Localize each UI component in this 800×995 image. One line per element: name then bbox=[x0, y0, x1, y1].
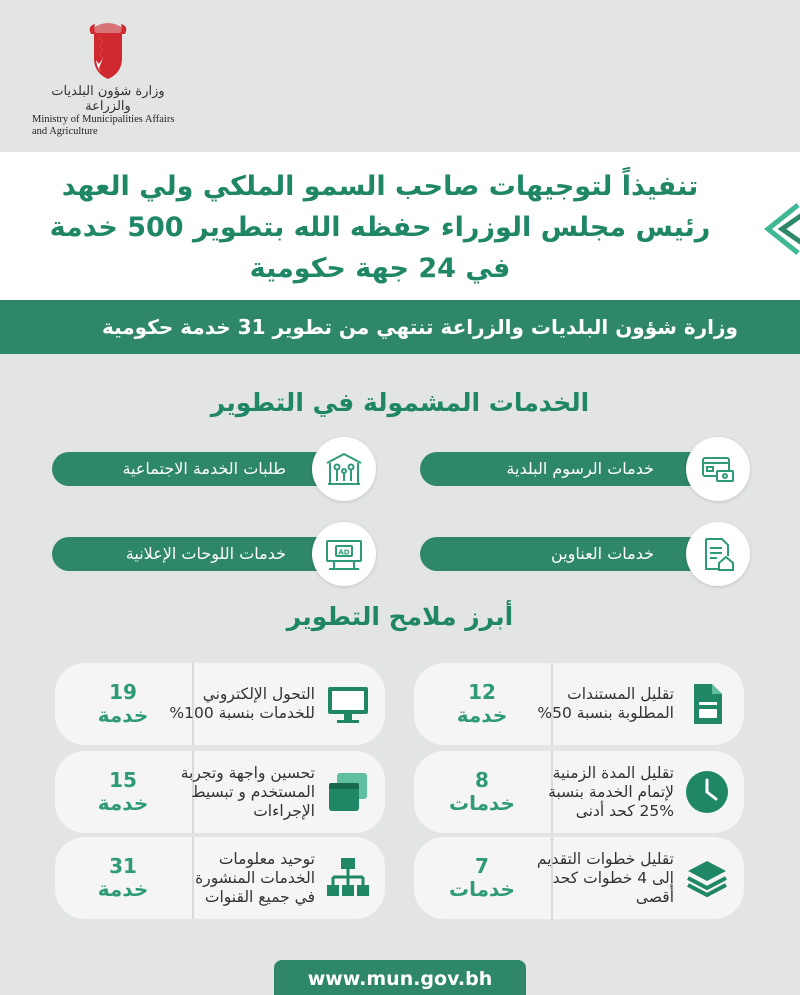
feature-text: تقليل المستندات bbox=[567, 685, 674, 703]
headline-line-2: رئيس مجلس الوزراء حفظه الله بتطوير 500 خدمة bbox=[49, 212, 711, 243]
feature-unit: خدمة bbox=[97, 877, 149, 901]
feature-text: المطلوبة بنسبة 50% bbox=[537, 704, 674, 722]
ministry-logo bbox=[28, 20, 188, 138]
feature-text: تحسين واجهة وتجربة bbox=[180, 763, 315, 782]
svg-text:AD: AD bbox=[338, 548, 350, 557]
chevron-decoration-icon bbox=[744, 199, 800, 259]
service-pill-addresses bbox=[420, 537, 714, 571]
service-pill-social-requests bbox=[52, 452, 346, 486]
headline-line-1: تنفيذاً لتوجيهات صاحب السمو الملكي ولي العهد bbox=[61, 171, 699, 202]
network-icon bbox=[325, 855, 371, 901]
headline-line-3: في 24 جهة حكومية bbox=[249, 253, 511, 284]
services-title: الخدمات المشمولة في التطوير bbox=[210, 388, 590, 417]
feature-card-steps bbox=[414, 837, 744, 919]
feature-unit: خدمات bbox=[449, 877, 515, 901]
feature-text: التحول الإلكتروني bbox=[202, 685, 315, 703]
feature-count: 31 bbox=[109, 854, 137, 878]
monitor-icon bbox=[325, 681, 371, 727]
feature-card-documents bbox=[414, 663, 744, 745]
sub-banner: وزارة شؤون البلديات والزراعة تنتهي من تطوير 31 خدمة حكومية bbox=[0, 300, 800, 354]
feature-text: تقليل خطوات التقديم bbox=[536, 849, 674, 868]
service-pill-municipal-fees bbox=[420, 452, 714, 486]
feature-count: 19 bbox=[109, 680, 137, 704]
bahrain-crest-icon bbox=[83, 20, 133, 82]
feature-card-digital bbox=[55, 663, 385, 745]
feature-card-ux bbox=[55, 751, 385, 833]
feature-text: في جميع القنوات bbox=[204, 887, 315, 906]
clock-icon bbox=[684, 769, 730, 815]
feature-text: الإجراءات bbox=[253, 801, 315, 820]
feature-card-time bbox=[414, 751, 744, 833]
feature-text: لإتمام الخدمة بنسبة bbox=[548, 782, 674, 801]
feature-unit: خدمات bbox=[449, 791, 515, 815]
feature-text: الخدمات المنشورة bbox=[195, 868, 315, 887]
feature-text: للخدمات بنسبة 100% bbox=[169, 704, 315, 722]
logo-english-line1: Ministry of Municipalities Affairs bbox=[32, 114, 175, 125]
headline-panel bbox=[0, 152, 800, 300]
feature-text: أقصى bbox=[635, 887, 674, 906]
feature-count: 12 bbox=[468, 680, 496, 704]
layers-icon bbox=[684, 855, 730, 901]
feature-unit: خدمة bbox=[97, 703, 149, 727]
feature-unit: خدمة bbox=[456, 703, 508, 727]
logo-english-line2: and Agriculture bbox=[32, 126, 98, 137]
feature-count: 8 bbox=[475, 768, 489, 792]
feature-unit: خدمة bbox=[97, 791, 149, 815]
logo-arabic-name: وزارة شؤون البلديات والزراعة bbox=[51, 84, 165, 114]
features-title: أبرز ملامح التطوير bbox=[286, 602, 514, 631]
family-icon bbox=[312, 437, 376, 501]
payment-card-icon bbox=[686, 437, 750, 501]
feature-text: المستخدم و تبسيط bbox=[191, 782, 315, 801]
windows-icon bbox=[325, 769, 371, 815]
feature-text: توحيد معلومات bbox=[218, 849, 315, 868]
feature-text: تقليل المدة الزمنية bbox=[552, 763, 674, 782]
feature-text: 25% كحد أدنى bbox=[575, 801, 674, 820]
service-label: طلبات الخدمة الاجتماعية bbox=[122, 459, 286, 478]
document-icon bbox=[684, 681, 730, 727]
feature-count: 15 bbox=[109, 768, 137, 792]
website-url-link[interactable]: www.mun.gov.bh bbox=[274, 960, 526, 995]
service-label: خدمات العناوين bbox=[551, 544, 654, 563]
service-label: خدمات الرسوم البلدية bbox=[506, 459, 654, 478]
feature-card-unify bbox=[55, 837, 385, 919]
service-pill-billboards bbox=[52, 537, 346, 571]
feature-count: 7 bbox=[475, 854, 489, 878]
service-label: خدمات اللوحات الإعلانية bbox=[125, 544, 286, 563]
feature-text: إلى 4 خطوات كحد bbox=[552, 868, 674, 887]
billboard-icon bbox=[312, 522, 376, 586]
address-document-icon bbox=[686, 522, 750, 586]
